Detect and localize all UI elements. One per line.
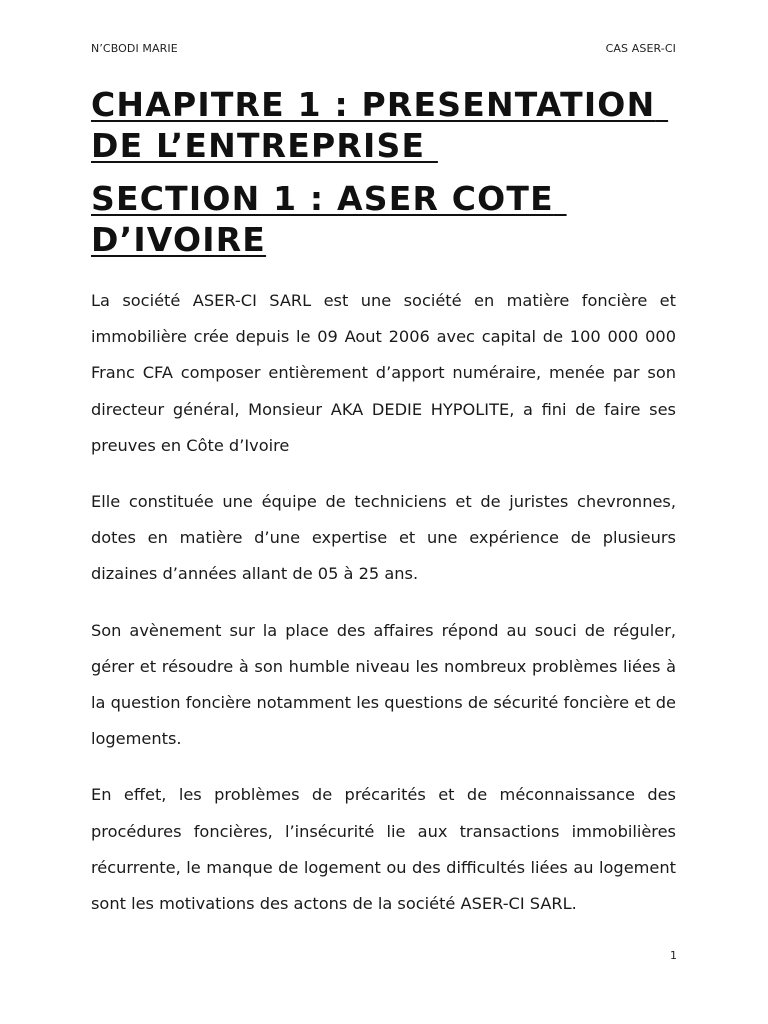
headings-block [91,84,681,260]
page-number: 1 [670,949,677,962]
paragraph: En effet, les problèmes de précarités et de méconnaissance des procédures foncières, l’insécurité lie aux transactions immobilières récurrente, le manque de logement ou des difficultés liées au logement sont les motivations des actons de la société ASER-CI SARL. [91,785,676,914]
paragraph: Elle constituée une équipe de techniciens et de juristes chevronnes, dotes en matière d’une expertise et une expérience de plusieurs dizaines d’années allant de 05 à 25 ans. [91,492,676,584]
header-case-title: CAS ASER-CI [605,42,676,55]
page-header [91,42,676,55]
paragraph: La société ASER-CI SARL est une société en matière foncière et immobilière crée depuis le 09 Aout 2006 avec capital de 100 000 000 Franc CFA composer entièrement d’apport numéraire, menée par son directeur général, Monsieur AKA DEDIE HYPOLITE, a fini de faire ses preuves en Côte d’Ivoire [91,291,676,455]
header-author: N’CBODI MARIE [91,42,178,55]
body-text [91,283,676,942]
chapter-title: CHAPITRE 1 : PRESENTATION DE L’ENTREPRISE [91,85,669,165]
paragraph: Son avènement sur la place des affaires répond au souci de réguler, gérer et résoudre à son humble niveau les nombreux problèmes liées à la question foncière notamment les questions de sécurité foncière et de logements. [91,620,676,749]
section-title: SECTION 1 : ASER COTE D’IVOIRE [91,179,567,259]
